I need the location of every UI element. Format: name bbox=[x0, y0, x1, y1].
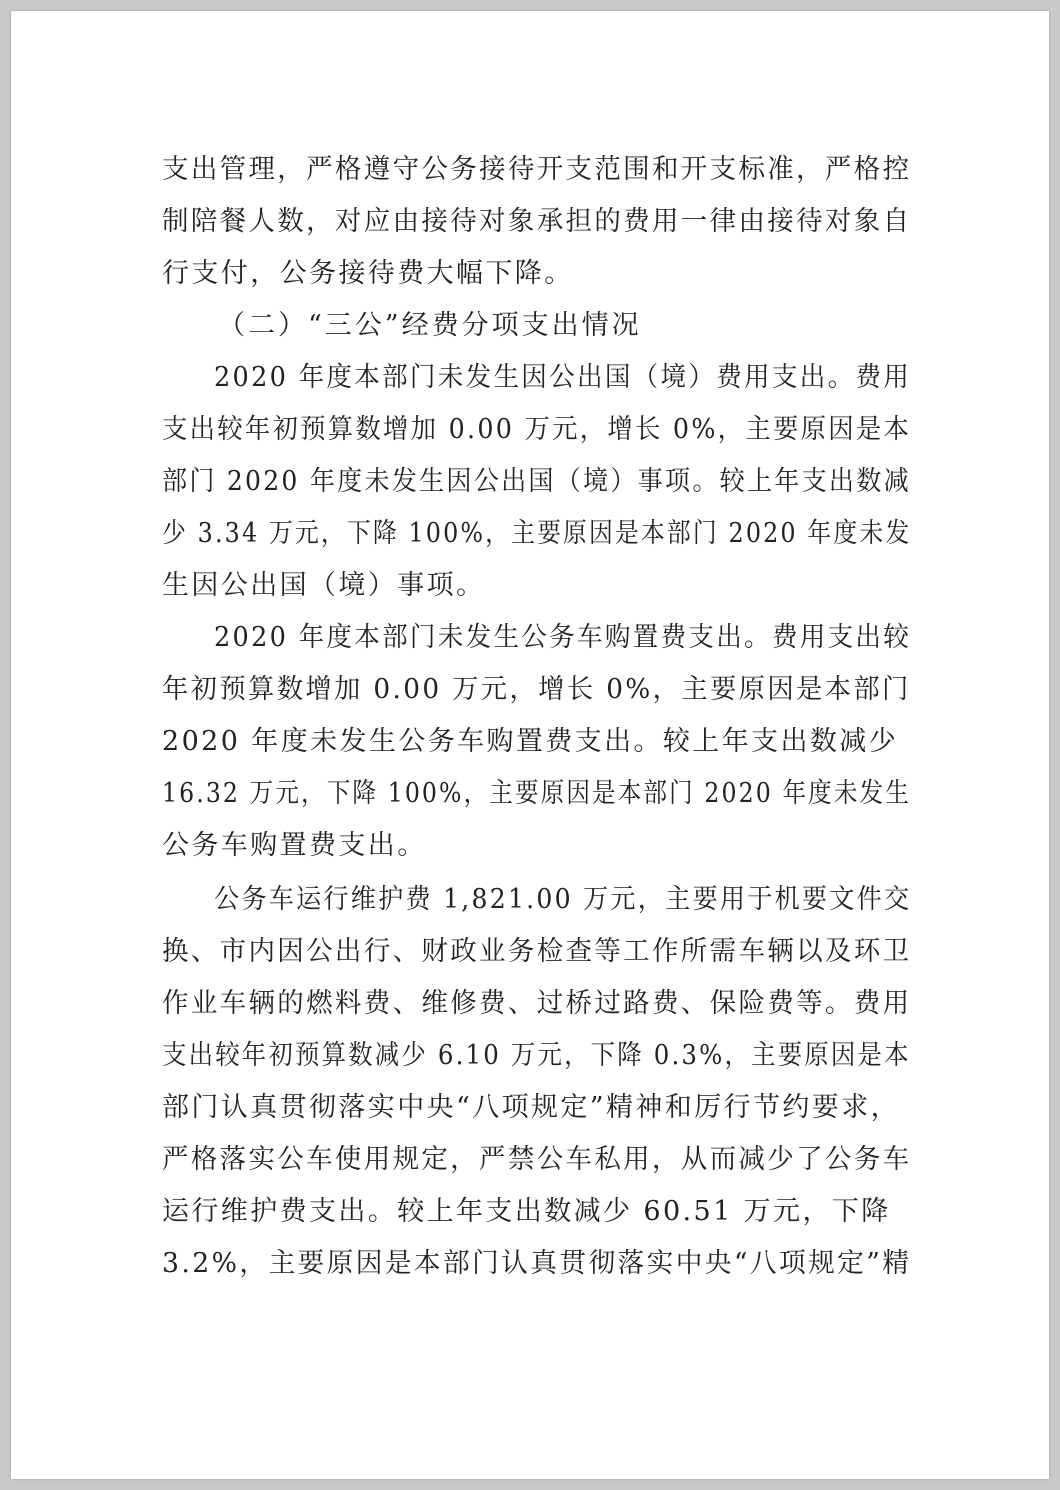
text-line: 年初预算数增加 0.00 万元，增长 0%，主要原因是本部门 bbox=[162, 674, 911, 705]
text-line: 作业车辆的燃料费、维修费、过桥过路费、保险费等。费用 bbox=[162, 988, 912, 1019]
text-line: 公务车购置费支出。 bbox=[162, 830, 427, 861]
text-line: 支出较年初预算数增加 0.00 万元，增长 0%，主要原因是本 bbox=[162, 414, 912, 445]
text-line: 部门 2020 年度未发生因公出国（境）事项。较上年支出数减 bbox=[162, 466, 911, 497]
text-line: 16.32 万元，下降 100%，主要原因是本部门 2020 年度未发生 bbox=[162, 778, 911, 809]
text-line: 公务车运行维护费 1,821.00 万元，主要用于机要文件交 bbox=[214, 884, 912, 915]
text-line: 2020 年度本部门未发生公务车购置费支出。费用支出较 bbox=[214, 622, 912, 653]
text-line: 2020 年度未发生公务车购置费支出。较上年支出数减少 bbox=[162, 726, 899, 757]
text-line: 3.2%，主要原因是本部门认真贯彻落实中央“八项规定”精 bbox=[162, 1248, 912, 1279]
text-line: 支出管理，严格遵守公务接待开支范围和开支标准，严格控 bbox=[162, 154, 912, 185]
text-line: 少 3.34 万元，下降 100%，主要原因是本部门 2020 年度未发 bbox=[162, 518, 912, 549]
text-line: 支出较年初预算数减少 6.10 万元，下降 0.3%，主要原因是本 bbox=[162, 1040, 911, 1071]
document-page bbox=[11, 11, 1049, 1479]
text-line: 生因公出国（境）事项。 bbox=[162, 570, 486, 601]
text-line: 换、市内因公出行、财政业务检查等工作所需车辆以及环卫 bbox=[162, 936, 912, 967]
text-line: 运行维护费支出。较上年支出数减少 60.51 万元，下降 bbox=[162, 1196, 891, 1227]
text-line: 严格落实公车使用规定，严禁公车私用，从而减少了公务车 bbox=[162, 1144, 912, 1175]
text-line: 部门认真贯彻落实中央“八项规定”精神和厉行节约要求， bbox=[162, 1092, 901, 1123]
section-heading: （二）“三公”经费分项支出情况 bbox=[218, 310, 642, 341]
text-line: 行支付，公务接待费大幅下降。 bbox=[162, 258, 574, 289]
text-line: 2020 年度本部门未发生因公出国（境）费用支出。费用 bbox=[214, 362, 912, 393]
text-line: 制陪餐人数，对应由接待对象承担的费用一律由接待对象自 bbox=[162, 206, 912, 237]
